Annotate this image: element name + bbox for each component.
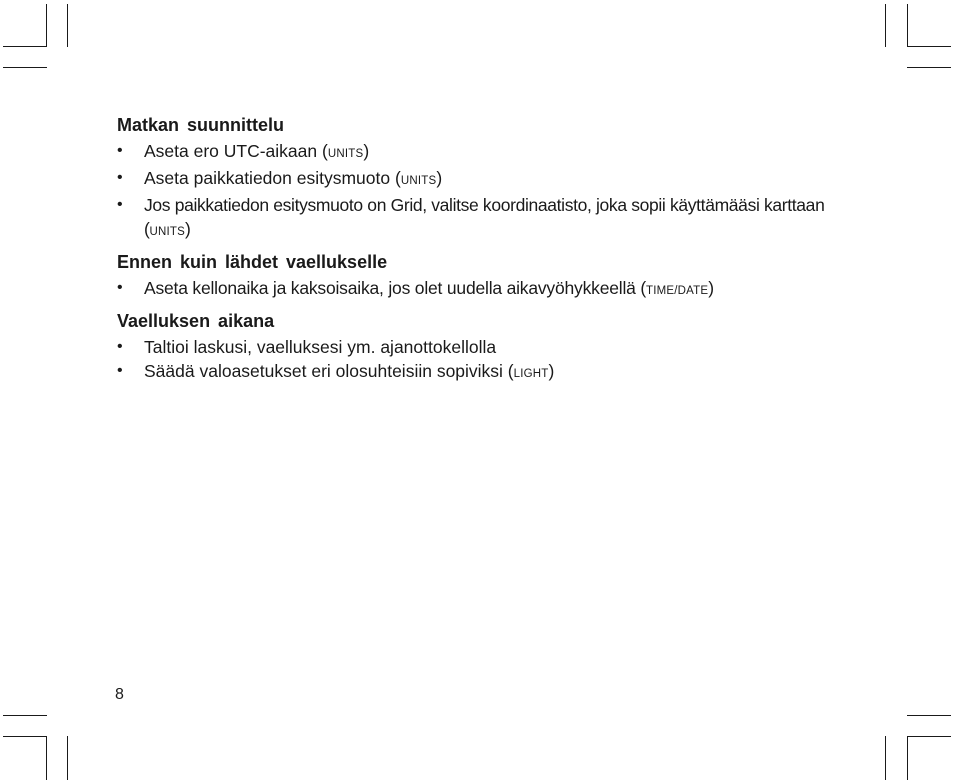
crop-mark bbox=[3, 736, 47, 737]
section-before-hike bbox=[117, 250, 837, 303]
bullet: • bbox=[117, 169, 123, 186]
section-heading: Vaelluksen aikana bbox=[117, 311, 275, 331]
section-heading: Matkan suunnittelu bbox=[117, 115, 285, 135]
bullet: • bbox=[117, 279, 123, 296]
crop-mark bbox=[3, 46, 47, 47]
list-item: • Jos paikkatiedon esitysmuoto on Grid, valitse koordinaatisto, joka sopii käyttämääsi karttaan (UNITS) bbox=[117, 195, 825, 239]
bullet: • bbox=[117, 338, 123, 355]
bullet: • bbox=[117, 142, 123, 159]
crop-mark bbox=[907, 46, 951, 47]
bullet: • bbox=[117, 362, 123, 379]
list-item: • Aseta kellonaika ja kaksoisaika, jos olet uudella aikavyöhykkeellä (TIME/DATE) bbox=[117, 278, 714, 298]
crop-mark bbox=[46, 4, 47, 47]
bullet-list bbox=[117, 335, 837, 386]
crop-mark bbox=[907, 4, 908, 47]
button-name: UNITS bbox=[149, 226, 185, 238]
crop-mark bbox=[3, 67, 47, 68]
button-name: TIME/DATE bbox=[645, 285, 709, 297]
list-item: • Säädä valoasetukset eri olosuhteisiin sopiviksi (LIGHT) bbox=[117, 361, 555, 381]
button-name: LIGHT bbox=[513, 368, 549, 380]
button-name: UNITS bbox=[400, 175, 437, 187]
crop-mark bbox=[46, 736, 47, 780]
crop-mark bbox=[907, 736, 951, 737]
list-item: • Taltioi laskusi, vaelluksesi ym. ajanottokellolla bbox=[117, 337, 497, 357]
crop-mark bbox=[907, 715, 951, 716]
crop-mark bbox=[67, 4, 68, 47]
crop-mark bbox=[907, 736, 908, 780]
bullet-list bbox=[117, 139, 837, 244]
crop-mark bbox=[907, 67, 951, 68]
section-heading: Ennen kuin lähdet vaellukselle bbox=[117, 252, 388, 272]
list-item: • Aseta ero UTC-aikaan (UNITS) bbox=[117, 141, 370, 161]
list-item: • Aseta paikkatiedon esitysmuoto (UNITS) bbox=[117, 168, 443, 188]
bullet: • bbox=[117, 196, 123, 213]
section-during-hike bbox=[117, 309, 837, 386]
section-trip-planning bbox=[117, 113, 837, 244]
page-number: 8 bbox=[115, 686, 124, 703]
crop-mark bbox=[885, 4, 886, 47]
button-name: UNITS bbox=[327, 148, 364, 160]
crop-mark bbox=[3, 715, 47, 716]
crop-mark bbox=[67, 736, 68, 780]
crop-mark bbox=[885, 736, 886, 780]
document-body bbox=[117, 113, 837, 386]
bullet-list bbox=[117, 276, 837, 303]
